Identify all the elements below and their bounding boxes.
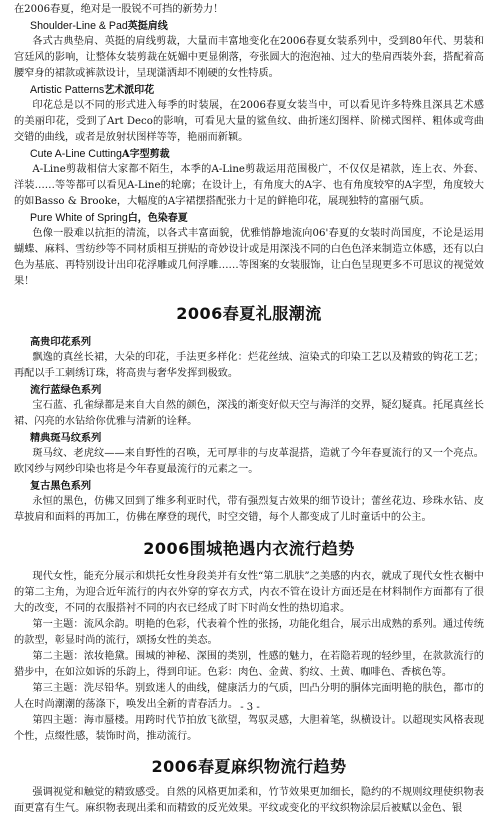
gown-item [14, 430, 484, 478]
paragraph: 斑马纹、老虎纹——来自野性的召唤，无可厚非的与皮革混搭，造就了今年春夏流行的又一个亮点。欧冈纱与网纱印染也将是今年春夏最流行的元素之一。 [14, 448, 484, 475]
intro-line: 在2006春夏，绝对是一股锐不可挡的新势力！ [14, 4, 224, 15]
theme-paragraph: 第一主题：流风余韵。明艳的色彩，代表着个性的张扬，功能化组合，展示出成熟的系列。通过传统的款型，彰显时尚的流行，颂扬女性的美态。 [14, 619, 484, 646]
gown-item [14, 334, 484, 382]
section-gown-trends [14, 334, 484, 526]
subheading-zh: 艺术派印花 [104, 85, 155, 96]
section-lingerie-trends [14, 569, 484, 745]
subheading: 精典斑马纹系列 [30, 432, 102, 444]
subheading: 流行蓝绿色系列 [30, 384, 102, 396]
paragraph: 各式古典垫肩、英挺的肩线剪裁，大量而丰富地变化在2006春夏女装系列中，受到80年代、男装和宫廷风的影响，让整体女装剪裁在妩媚中更显俐落，夸张圆大的泡泡袖、过大的垫肩西装外套，搭配着高腰窄身的裙款或裤款设计，呈现潇洒却不刚硬的女性特质。 [14, 36, 484, 79]
trend-item [14, 18, 484, 82]
subheading-en: Cute A-Line Cutting [30, 148, 122, 160]
subheading [14, 82, 484, 98]
page-number: - 3 - [240, 702, 260, 713]
paragraph: 飘逸的真丝长裙，大朵的印花，手法更多样化：烂花丝绒、渲染式的印染工艺以及精致的钩花工艺；再配以手工刺绣订珠，将高贵与奢华发挥到极致。 [14, 352, 484, 379]
subheading: 高贵印花系列 [30, 336, 92, 348]
paragraph: 色像一股难以抗拒的清流，以各式丰富面貌，优雅悄静地流向06'春夏的女装时尚国度，不论是运用蝴蝶、麻料、雪纺纱等不同材质相互拼贴的奇妙设计或是用深浅不同的白色色泽来制造立体感，还有以白色为基底、再特别设计出印花浮雕或几何浮雕……等图案的女装服饰，让白色呈现更多不可思议的视觉效果！ [14, 228, 484, 287]
subheading-en: Shoulder-Line & Pad [30, 20, 128, 32]
paragraph: 印花总是以不同的形式进入每季的时装展，在2006春夏女装当中，可以看见许多特殊且深具艺术感的美丽印花，受到了Art Deco的影响，可看见大量的鲨鱼纹、曲折迷幻图样、阶梯式图样、粗体或弯曲交错的曲线，或者是放射状图样等等，艳丽而新颖。 [14, 100, 484, 143]
theme-paragraph: 第二主题：浓妆艳黛。围城的神秘、深围的类别，性感的魅力，在若隐若现的轻纱里，在款款流行的猎步中，在如泣如诉的乐韵上，得到印证。色彩：肉色、金黄、豹纹、土黄、咖啡色、香槟色等。 [14, 651, 484, 678]
section-title: 2006围城艳遇内衣流行趋势 [143, 539, 355, 558]
trend-item [14, 210, 484, 290]
paragraph: 永恒的黑色，仿佛又回到了维多利亚时代，带有强烈复古效果的细节设计；蕾丝花边、珍珠水钻、皮草披肩和面料的再加工，仿佛在摩登的现代，时空交错，每个人都变成了儿时童话中的公主。 [14, 496, 484, 523]
gown-item [14, 382, 484, 430]
paragraph: A-Line剪裁相信大家都不陌生，本季的A-Line剪裁运用范围极广，不仅仅是裙款，连上衣、外套、洋装……等等都可以看见A-Line的轮廓；在设计上，有角度大的A字、也有角度较窄的A字型，角度较大的如Basso & Brooke，大幅度的A字裙摆搭配张力十足的鲜艳印花，展现独特的富丽气质。 [14, 164, 484, 207]
subheading-zh: A字型剪裁 [121, 149, 170, 160]
theme-paragraph: 第三主题：洗尽铅华。别致迷人的曲线，健康活力的气质，凹凸分明的胴体完面明艳的肤色，都市的人在时尚潮潮的荡涤下，唤发出全新的青春活力。 [14, 683, 484, 710]
subheading-en: Pure White of Spring [30, 212, 128, 224]
section-fashion-trends [14, 18, 484, 290]
trend-item [14, 146, 484, 210]
subheading [14, 210, 484, 226]
subheading [14, 18, 484, 34]
section-title: 2006春夏礼服潮流 [176, 304, 322, 323]
section-linen-trends [14, 785, 484, 817]
subheading-zh: 英挺肩线 [127, 21, 168, 32]
subheading: 复古黑色系列 [30, 480, 92, 492]
paragraph: 现代女性，能充分展示和烘托女性身段美并有女性“第二肌肤”之美感的内衣，就成了现代女性衣橱中的第二主角，为迎合近年流行的内衣外穿的穿衣方式，内衣不管在设计方面还是在材料制作方面都有了很大的改变，不同的衣服搭衬不同的内衣已经成了时下时尚女性的热切追求。 [14, 571, 484, 614]
trend-item [14, 82, 484, 146]
subheading-zh: 白，色染春夏 [127, 213, 188, 224]
subheading-en: Artistic Patterns [30, 84, 105, 96]
subheading [14, 146, 484, 162]
paragraph: 宝石蓝、孔雀绿都是来自大自然的颜色，深浅的渐变好似天空与海洋的交界，疑幻疑真。托尾真丝长裙、闪亮的水钻给你优雅与清新的诠释。 [14, 400, 484, 427]
section-title: 2006春夏麻织物流行趋势 [151, 757, 347, 776]
gown-item [14, 478, 484, 526]
paragraph: 强调视觉和触觉的精致感受。自然的风格更加柔和，竹节效果更加细长，隐约的不规则纹理使织物表面更富有生气。麻织物表现出柔和而精致的反光效果。平纹或变化的平纹织物涂层后被赋以金色、银 [14, 787, 484, 814]
theme-paragraph: 第四主题：海市蜃楼。用跨时代节拍放飞欲望，驾驭灵感，大胆着笔，纵横设计。以超现实风格表现个性，点缀性感，装饰时尚，推动流行。 [14, 715, 484, 742]
